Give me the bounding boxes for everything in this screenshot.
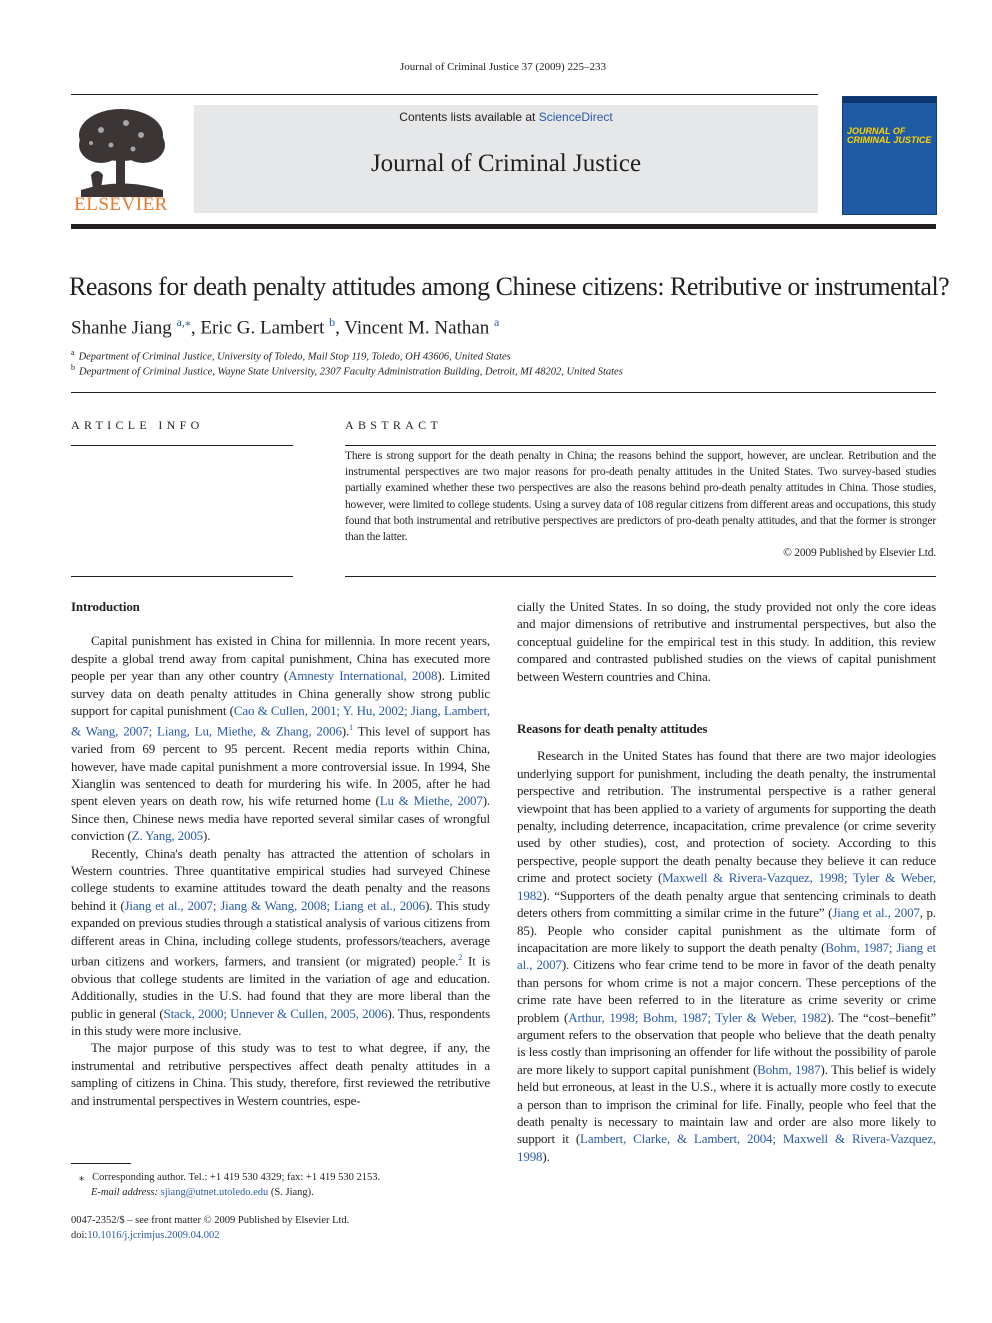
citation-link[interactable]: Jiang et al., 2007 <box>832 905 920 921</box>
citation-link[interactable]: Stack, 2000; Unnever & Cullen, 2005, 2006 <box>163 1005 388 1021</box>
elsevier-wordmark: ELSEVIER <box>74 194 168 215</box>
reasons-paragraph-1 <box>517 747 936 1165</box>
body-text: Research in the United States has found that there are two major ideologies underlying support for punishment, including the death penalty, the instrumental perspective and retribution. The instrumental perspective is a rather general viewpoint that has been applied to a variety of arguments for supporting the death penalty, including deterrence, incapacitation, crime prevalence (or crime severity used by other studies), cost, and protection of society. According to this perspective, people support the death penalty because they believe it can reduce crime and protect society ( <box>517 748 936 886</box>
intro-paragraph-2 <box>71 845 490 1040</box>
masthead-top-rule <box>71 94 818 95</box>
citation-link[interactable]: Bohm, 1987 <box>757 1061 821 1077</box>
reasons-heading: Reasons for death penalty attitudes <box>517 721 708 737</box>
citation-link[interactable]: Cao & Cullen, 2001; Y. Hu, 2002; Jiang, Lambert, & Wang, 2007; Liang, Lu, Miethe, & Zhang, 2006 <box>71 703 491 739</box>
body-text: ). <box>203 828 211 844</box>
email-link[interactable]: sjiang@utnet.utoledo.edu <box>160 1187 269 1198</box>
right-paragraph-continued <box>517 598 936 685</box>
affiliation-text: Department of Criminal Justice, Wayne State University, 2307 Faculty Administration Building, Detroit, MI 48202, United States <box>79 366 623 378</box>
affiliation-a <box>71 348 511 363</box>
citation-link[interactable]: Arthur, 1998; Bohm, 1987; Tyler & Weber, 1982 <box>568 1009 827 1025</box>
intro-paragraph-3 <box>71 1039 490 1109</box>
footnote-star: ⁎ <box>79 1172 85 1183</box>
article-info-rule <box>71 445 293 446</box>
introduction-heading: Introduction <box>71 599 140 614</box>
author-name: Eric G. Lambert <box>200 317 325 339</box>
body-text: ). The “cost–benefit” argument refers to the observation that people who believe that the death penalty is less costly than imprisoning an offender for life without the possibility of parole are more likely to support capital punishment ( <box>517 1009 937 1077</box>
email-label: E-mail address: <box>91 1187 161 1198</box>
abstract-body <box>345 448 936 561</box>
body-text: ). This belief is widely held but erroneous, at least in the U.S., where it is actually more costly to execute a person than to imprison the criminal for life. Finally, people who feel that the death penalty is necessary to maintain law and order are also more likely to support it ( <box>517 1061 936 1147</box>
author-affiliation-mark[interactable]: a <box>494 315 500 329</box>
abstract-copyright: © 2009 Published by Elsevier Ltd. <box>783 547 936 560</box>
masthead <box>71 94 936 218</box>
intro-paragraph-1 <box>71 632 490 844</box>
body-text: ). Since then, Chinese news media have reported several similar cases of wrongful conviction ( <box>71 793 491 844</box>
journal-name: Journal of Criminal Justice <box>370 150 642 177</box>
body-text: ). This study expanded on previous studies through a statistical analysis of various citizens from different areas in China, including college students, professors/teachers, average urban citizens and workers, farmers, and transient (or migrated) people. <box>71 897 490 969</box>
corresponding-author-footnote <box>71 1170 490 1200</box>
citation-link[interactable]: Maxwell & Rivera-Vazquez, 1998; Tyler & Weber, 1982 <box>517 870 937 903</box>
affiliation-mark: b <box>71 363 75 372</box>
footnote-ref[interactable]: 1 <box>349 723 353 733</box>
body-text: The major purpose of this study was to test to what degree, if any, the instrumental and retributive perspectives affect death penalty attitudes in a sampling of citizens in China. This study, therefore, first reviewed the retributive and instrumental perspectives in Western countries, espe- <box>71 1040 490 1108</box>
cover-title: JOURNAL OF CRIMINAL JUSTICE <box>847 126 932 145</box>
body-text: ). Citizens who fear crime tend to be more in favor of the death penalty than persons for whom crime is not a major concern. These perceptions of the crime rate have been referred to in the literature as crime severity or crime problem ( <box>517 957 936 1025</box>
author-list: Shanhe Jiang $^{a,⁎}$, Eric G. Lambert $^b$, Vincent M. Nathan $^a$ <box>71 315 500 339</box>
sciencedirect-link[interactable]: ScienceDirect <box>538 110 613 124</box>
body-text: ). Thus, respondents in this study were more inclusive. <box>71 1005 490 1038</box>
article-info-bottom-rule <box>71 576 293 577</box>
body-text: ). <box>542 1148 550 1164</box>
contents-line <box>194 110 818 124</box>
header-divider <box>71 224 936 229</box>
body-text: ). Limited survey data on death penalty attitudes in China generally show strong public support for capital punishment ( <box>71 668 490 719</box>
body-text: , p. 85). People who consider capital punishment as the ultimate form of incapacitation are more likely to support the death penalty ( <box>517 905 936 955</box>
front-matter <box>71 1213 349 1243</box>
email-suffix: (S. Jiang). <box>268 1187 314 1198</box>
journal-cover-thumbnail <box>842 96 937 215</box>
abstract-heading: ABSTRACT <box>345 418 443 432</box>
doi-link[interactable]: 10.1016/j.jcrimjus.2009.04.002 <box>87 1230 220 1241</box>
affiliation-b <box>71 363 623 378</box>
citation-link[interactable]: Amnesty International, 2008 <box>288 668 438 684</box>
citation-link[interactable]: Jiang et al., 2007; Jiang & Wang, 2008; Liang et al., 2006 <box>124 897 426 913</box>
affiliation-mark: a <box>71 348 75 357</box>
footnote-rule <box>71 1163 131 1164</box>
journal-citation: Journal of Criminal Justice 37 (2009) 225–233 <box>400 61 606 73</box>
body-text: This level of support has varied from 69 percent to 95 percent. Recent media reports within China, however, have made capital punishment a more controversial issue. In 1994, She Xianglin was sentenced to death for murdering his wife. In 2005, after he had spent eleven years on death row, his wife returned home ( <box>71 723 490 809</box>
article-title: Reasons for death penalty attitudes among Chinese citizens: Retributive or instrumental? <box>69 272 950 301</box>
citation-link[interactable]: Bohm, 1987; Jiang et al., 2007 <box>517 939 937 973</box>
doi-label: doi: <box>71 1230 88 1241</box>
footnote-ref[interactable]: 2 <box>458 953 463 963</box>
affiliation-text: Department of Criminal Justice, University of Toledo, Mail Stop 119, Toledo, OH 43606, United States <box>78 351 511 363</box>
citation-link[interactable]: Lambert, Clarke, & Lambert, 2004; Maxwell & Rivera-Vazquez, 1998 <box>517 1131 936 1164</box>
author-affiliation-mark[interactable]: a,⁎ <box>176 315 191 329</box>
author-name: Vincent M. Nathan <box>344 317 490 339</box>
contents-prefix: Contents lists available at <box>399 110 539 124</box>
body-text: ). <box>341 723 350 739</box>
abstract-bottom-rule <box>345 576 936 577</box>
body-text: Recently, China's death penalty has attracted the attention of scholars in Western countries. Three quantitative empirical studies had surveyed Chinese college students to examine attitudes toward the death penalty and the reasons behind it ( <box>71 845 490 913</box>
body-text: Capital punishment has existed in China for millennia. In more recent years, despite a global trend away from capital punishment, China has executed more people per year than any other country ( <box>71 633 490 684</box>
masthead-box <box>194 105 818 213</box>
body-text: cially the United States. In so doing, the study provided not only the core ideas and major dimensions of retributive and instrumental perspectives, but also the conceptual guideline for the empirical test in this study. In addition, this review compared and contrasted published studies on the views of capital punishment between Western countries and China. <box>517 599 936 684</box>
body-text: ). “Supporters of the death penalty argue that sentencing criminals to death deters others from committing a similar crime in the future” ( <box>517 887 936 921</box>
citation-link[interactable]: Z. Yang, 2005 <box>131 828 204 844</box>
affiliation-divider <box>71 392 936 393</box>
body-text: It is obvious that college students are limited in the variation of age and education. Additionally, studies in the U.S. had found that they are more liberal than the public in general ( <box>71 953 490 1021</box>
author-affiliation-mark[interactable]: b <box>329 315 336 329</box>
article-info-heading: ARTICLE INFO <box>71 418 204 432</box>
author-name: Shanhe Jiang <box>71 317 172 339</box>
abstract-rule <box>345 445 936 446</box>
issn-line: 0047-2352/$ – see front matter © 2009 Published by Elsevier Ltd. <box>71 1215 350 1226</box>
left-column <box>71 598 490 1109</box>
abstract-text: There is strong support for the death penalty in China; the reasons behind the support, however, are unclear. Retribution and the instrumental perspectives are two major reasons for pro-death penalty attitudes in the United States. Two survey-based studies partially examined whether these two perspectives are also the reasons behind pro-death penalty attitudes in China. Those studies, however, were limited to college students. Using a survey data of 108 regular citizens from different areas and occupations, this study found that both instrumental and retributive perspectives are predictors of pro-death penalty attitudes, and that the former is stronger than the latter. <box>345 450 936 544</box>
footnote-contact: Corresponding author. Tel.: +1 419 530 4329; fax: +1 419 530 2153. <box>92 1172 381 1183</box>
cover-band <box>843 97 936 103</box>
right-column <box>517 598 936 1165</box>
citation-link[interactable]: Lu & Miethe, 2007 <box>379 793 483 809</box>
